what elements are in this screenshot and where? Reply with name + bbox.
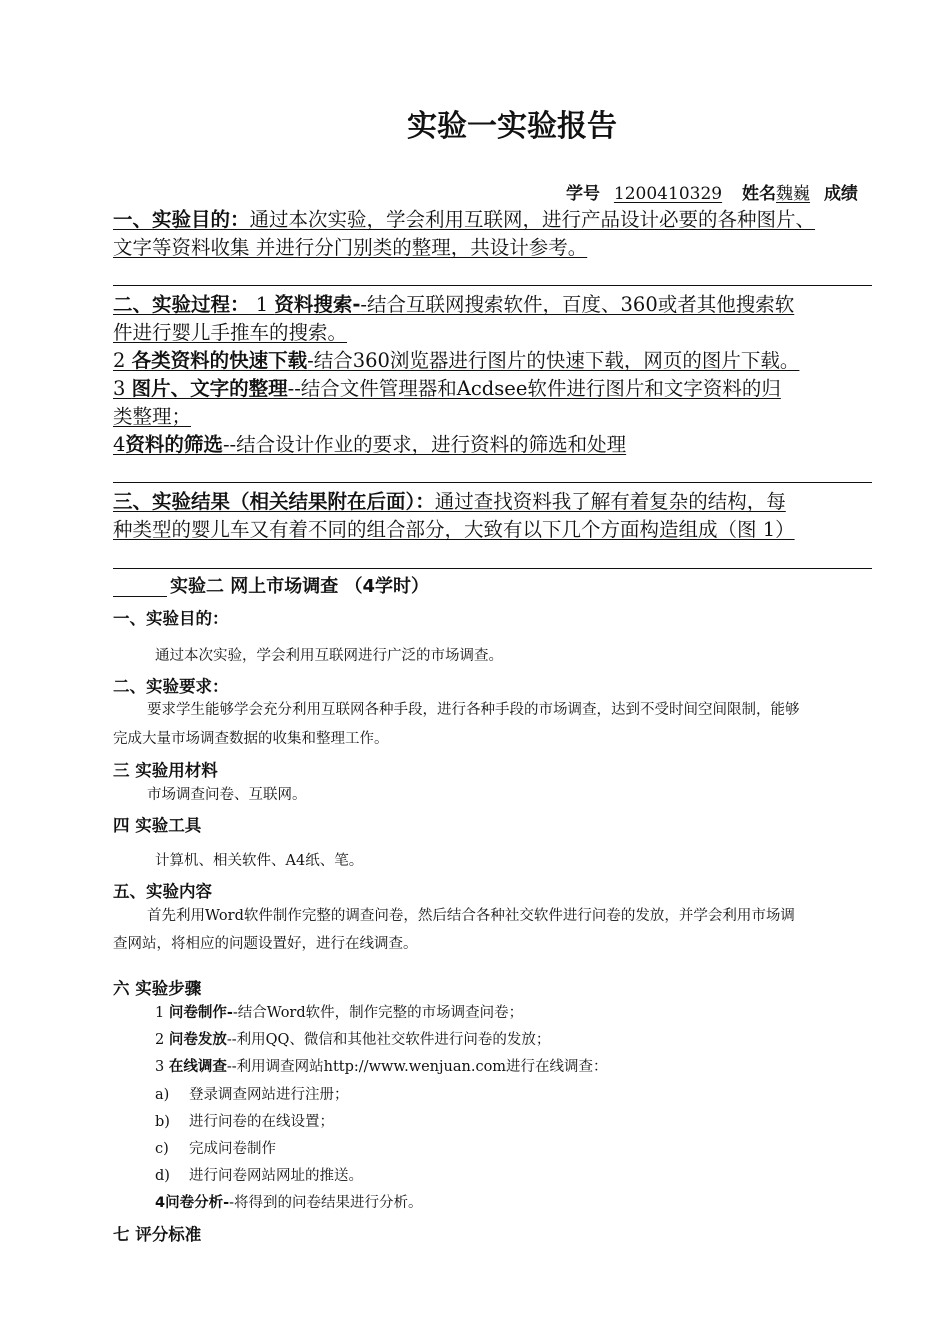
exp2-title: 实验二 网上市场调查 （4学时） <box>170 576 430 597</box>
student-id-value: 1200410329 <box>613 184 723 204</box>
exp2-p2-line2: 完成大量市场调查数据的收集和整理工作。 <box>113 731 389 747</box>
student-info <box>566 179 858 204</box>
sub-step-c-label: c) <box>155 1141 169 1157</box>
sub-step-b-text: 进行问卷的在线设置； <box>189 1114 334 1130</box>
step-3 <box>155 1057 608 1077</box>
s2-item2-text: -结合360浏览器进行图片的快速下载，网页的图片下载。 <box>307 349 800 372</box>
s2-line5: 类整理； <box>113 405 192 428</box>
exp2-p5-line2: 查网站，将相应的问题设置好，进行在线调查。 <box>113 936 418 952</box>
exp2-p5-line1: 首先利用Word软件制作完整的调查问卷，然后结合各种社交软件进行问卷的发放，并学会利用市场调 <box>147 908 795 924</box>
exp2-p2-line1: 要求学生能够学会充分利用互联网各种手段，进行各种手段的市场调查，达到不受时间空间限制，能够 <box>147 702 800 718</box>
name-label: 姓名 <box>742 184 777 204</box>
step-1-bold: 问卷制作- <box>168 1005 233 1021</box>
step-2-text: --利用QQ、微信和其他社交软件进行问卷的发放； <box>226 1032 551 1048</box>
s2-item2-num: 2 <box>113 349 132 372</box>
sub-step-b-label: b) <box>155 1114 170 1130</box>
exp2-h5: 五、实验内容 <box>113 882 212 901</box>
sub-step-d-text: 进行问卷网站网址的推送。 <box>189 1168 363 1184</box>
exp2-h2: 二、实验要求： <box>113 677 229 696</box>
s1-heading: 一、实验目的： <box>113 208 250 231</box>
exp2-p4: 计算机、相关软件、A4纸、笔。 <box>155 853 364 869</box>
s2-item3-text: --结合文件管理器和Acdsee软件进行图片和文字资料的归 <box>287 377 781 400</box>
step-3-text: --利用调查网站http://www.wenjuan.com进行在线调查： <box>226 1059 608 1075</box>
exp2-h3: 三 实验用材料 <box>113 761 218 780</box>
s2-line3 <box>113 347 799 375</box>
step-1-num: 1 <box>155 1005 169 1021</box>
report-title: 实验一实验报告 <box>407 109 617 144</box>
divider-1 <box>113 285 872 286</box>
s2-line4 <box>113 375 781 403</box>
divider-2 <box>113 482 872 483</box>
s2-item4-num: 4 <box>113 433 126 456</box>
s2-item3-num: 3 <box>113 377 132 400</box>
grade-label: 成绩 <box>823 184 858 204</box>
step-4-bold: 4问卷分析- <box>155 1195 230 1211</box>
sub-step-c-text: 完成问卷制作 <box>189 1141 276 1157</box>
exp2-h6: 六 实验步骤 <box>113 979 202 998</box>
s3-line1 <box>113 488 786 516</box>
step-2 <box>155 1030 550 1050</box>
s3-heading: 三、实验结果（相关结果附在后面）： <box>113 490 435 513</box>
step-4 <box>155 1193 423 1213</box>
step-2-num: 2 <box>155 1032 169 1048</box>
s1-text1: 通过本次实验，学会利用互联网，进行产品设计必要的各种图片、 <box>249 208 816 231</box>
sub-step-b <box>155 1112 334 1132</box>
step-3-bold: 在线调查 <box>168 1059 227 1075</box>
s2-item4-bold: 资料的筛选 <box>125 433 223 456</box>
s2-heading: 二、实验过程： <box>113 293 250 316</box>
s2-item2-bold: 各类资料的快速下载 <box>131 349 308 372</box>
student-id-label: 学号 <box>566 184 600 204</box>
divider-3 <box>113 568 872 569</box>
exp2-h4: 四 实验工具 <box>113 816 202 835</box>
s2-line6 <box>113 431 626 459</box>
s3-text1: 通过查找资料我了解有着复杂的结构，每 <box>434 490 786 513</box>
sub-step-c <box>155 1139 276 1159</box>
title-underline <box>113 596 167 597</box>
s1-line1 <box>113 206 815 234</box>
s2-line1 <box>113 291 794 319</box>
s3-line2: 种类型的婴儿车又有着不同的组合部分，大致有以下几个方面构造组成（图 1） <box>113 518 795 541</box>
sub-step-d-label: d) <box>155 1168 170 1184</box>
s2-line2: 件进行婴儿手推车的搜索。 <box>113 321 348 344</box>
s2-item3-bold: 图片、文字的整理 <box>131 377 288 400</box>
sub-step-a <box>155 1085 349 1105</box>
exp2-p3: 市场调查问卷、互联网。 <box>147 787 307 803</box>
step-3-num: 3 <box>155 1059 169 1075</box>
step-2-bold: 问卷发放 <box>168 1032 227 1048</box>
sub-step-a-label: a) <box>155 1087 170 1103</box>
name-value: 魏巍 <box>776 184 811 204</box>
step-1-text: -结合Word软件，制作完整的市场调查问卷； <box>232 1005 524 1021</box>
s2-item1-text: -结合互联网搜索软件，百度、360或者其他搜索软 <box>360 293 795 316</box>
sub-step-d <box>155 1166 363 1186</box>
s2-item1-num: 1 <box>249 293 275 316</box>
s2-item1-bold: 资料搜索- <box>274 293 361 316</box>
step-1 <box>155 1003 523 1023</box>
exp2-h7: 七 评分标准 <box>113 1225 202 1244</box>
s2-item4-text: --结合设计作业的要求，进行资料的筛选和处理 <box>222 433 627 456</box>
s1-line2: 文字等资料收集 并进行分门别类的整理，共设计参考。 <box>113 236 588 259</box>
exp2-p1: 通过本次实验，学会利用互联网进行广泛的市场调查。 <box>155 648 503 664</box>
step-4-text: -将得到的问卷结果进行分析。 <box>229 1195 423 1211</box>
exp2-h1: 一、实验目的： <box>113 609 229 628</box>
sub-step-a-text: 登录调查网站进行注册； <box>189 1087 349 1103</box>
